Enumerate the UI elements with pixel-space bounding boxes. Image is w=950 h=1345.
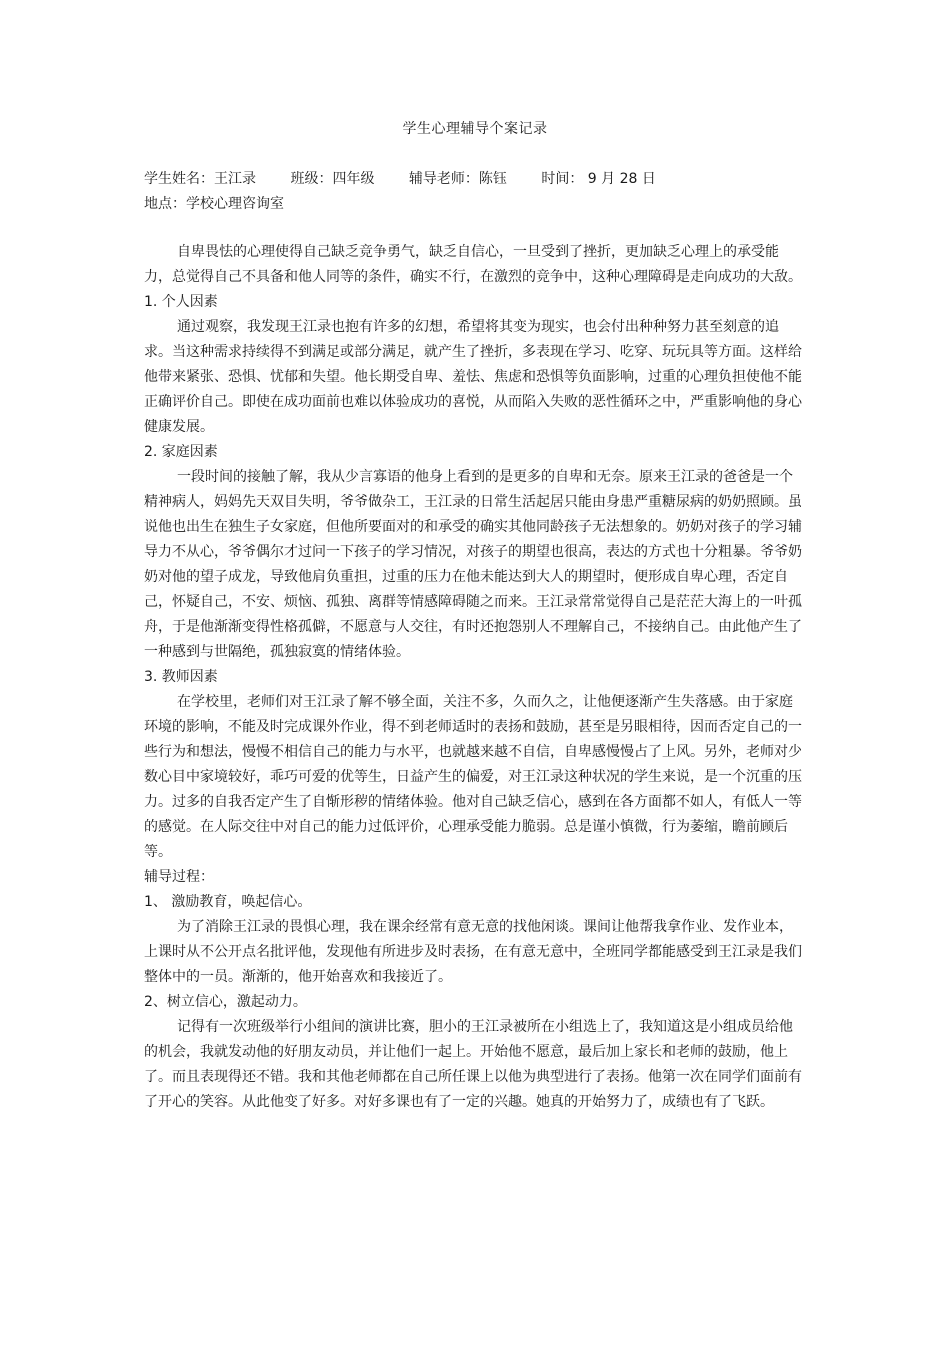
student-name: 学生姓名：王江录 — [144, 171, 256, 187]
section-heading: 3. 教师因素 — [144, 669, 218, 685]
intro-paragraph: 自卑畏怯的心理使得自己缺乏竞争勇气，缺乏自信心，一旦受到了挫折，更加缺乏心理上的承受能力，总觉得自己不具备和他人同等的条件，确实不行，在激烈的竞争中，这种心理障碍是走向成功的大敌。 — [144, 244, 802, 285]
step-paragraph: 为了消除王江录的畏惧心理，我在课余经常有意无意的找他闲谈。课间让他帮我拿作业、发作业本，上课时从不公开点名批评他，发现他有所进步及时表扬，在有意无意中，全班同学都能感受到王江录是我们整体中的一员。渐渐的，他开始喜欢和我接近了。 — [144, 919, 802, 985]
document-body — [144, 240, 804, 1115]
section-heading: 1. 个人因素 — [144, 294, 218, 310]
process-heading: 辅导过程： — [144, 869, 214, 885]
student-info-line — [144, 168, 686, 188]
step-heading: 2、树立信心，激起动力。 — [144, 994, 307, 1010]
step-paragraph: 记得有一次班级举行小组间的演讲比赛，胆小的王江录被所在小组选上了，我知道这是小组成员给他的机会，我就发动他的好朋友动员，并让他们一起上。开始他不愿意，最后加上家长和老师的鼓励，他上了。而且表现得还不错。我和其他老师都在自己所任课上以他为典型进行了表扬。他第一次在同学们面前有了开心的笑容。从此他变了好多。对好多课也有了一定的兴趣。她真的开始努力了，成绩也有了飞跃。 — [144, 1019, 802, 1110]
student-class: 班级：四年级 — [290, 171, 375, 187]
session-time: 时间： 9 月 28 日 — [541, 171, 656, 187]
section-paragraph: 一段时间的接触了解，我从少言寡语的他身上看到的是更多的自卑和无奈。原来王江录的爸爸是一个精神病人，妈妈先天双目失明，爷爷做杂工，王江录的日常生活起居只能由身患严重糖尿病的奶奶照顾。虽说他也出生在独生子女家庭，但他所要面对的和承受的确实其他同龄孩子无法想象的。奶奶对孩子的学习辅导力不从心，爷爷偶尔才过问一下孩子的学习情况，对孩子的期望也很高，表达的方式也十分粗暴。爷爷奶奶对他的望子成龙，导致他肩负重担，过重的压力在他未能达到大人的期望时，便形成自卑心理，否定自己，怀疑自己，不安、烦恼、孤独、离群等情感障碍随之而来。王江录常常觉得自己是茫茫大海上的一叶孤舟，于是他渐渐变得性格孤僻，不愿意与人交往，有时还抱怨别人不理解自己，不接纳自己。由此他产生了一种感到与世隔绝，孤独寂寞的情绪体验。 — [144, 469, 802, 660]
session-place: 地点：学校心理咨询室 — [144, 196, 284, 212]
step-heading: 1、 激励教育，唤起信心。 — [144, 894, 312, 910]
section-paragraph: 通过观察，我发现王江录也抱有许多的幻想，希望将其变为现实，也会付出种种努力甚至刻意的追求。当这种需求持续得不到满足或部分满足，就产生了挫折，多表现在学习、吃穿、玩玩具等方面。这样给他带来紧张、恐惧、忧郁和失望。他长期受自卑、羞怯、焦虑和恐惧等负面影响，过重的心理负担使他不能正确评价自己。即使在成功面前也难以体验成功的喜悦，从而陷入失败的恶性循环之中，严重影响他的身心健康发展。 — [144, 319, 802, 435]
counselor-name: 辅导老师：陈钰 — [408, 171, 507, 187]
document-title: 学生心理辅导个案记录 — [402, 121, 548, 137]
section-heading: 2. 家庭因素 — [144, 444, 218, 460]
section-paragraph: 在学校里，老师们对王江录了解不够全面，关注不多，久而久之，让他便逐渐产生失落感。由于家庭环境的影响，不能及时完成课外作业，得不到老师适时的表扬和鼓励，甚至是另眼相待，因而否定自己的一些行为和想法，慢慢不相信自己的能力与水平，也就越来越不自信，自卑感慢慢占了上风。另外，老师对少数心目中家境较好，乖巧可爱的优等生，日益产生的偏爱，对王江录这种状况的学生来说，是一个沉重的压力。过多的自我否定产生了自惭形秽的情绪体验。他对自己缺乏信心，感到在各方面都不如人，有低人一等的感觉。在人际交往中对自己的能力过低评价，心理承受能力脆弱。总是谨小慎微，行为萎缩，瞻前顾后等。 — [144, 694, 802, 860]
